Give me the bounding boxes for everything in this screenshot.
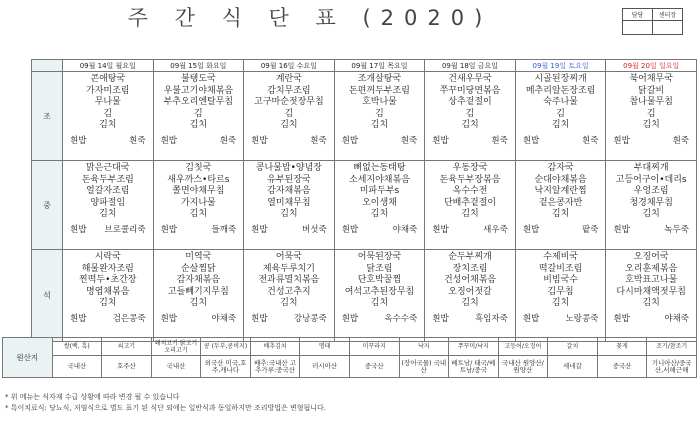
corner-cell: [32, 60, 63, 72]
porridge-label: 옥수수죽: [384, 313, 418, 324]
dish-item: 북어채무국: [629, 74, 673, 84]
porridge-label: 팥죽: [581, 224, 599, 235]
approval-slot: [623, 21, 653, 35]
dish-item: 찐떡두•초간장: [79, 275, 137, 285]
dish-list: [154, 250, 244, 310]
dish-item: 겉은콩자반: [538, 197, 583, 208]
dish-list: [425, 250, 515, 310]
rice-and-porridge: [244, 223, 334, 235]
day-header: 09월 15일 화요일: [153, 60, 244, 72]
porridge-label: 흰죽: [491, 135, 508, 146]
dish-item: 콩나물밥•양념장: [255, 163, 322, 173]
dish-item: 단배추겉절이: [443, 197, 497, 208]
dish-list: [516, 161, 606, 221]
dish-item: 수제비국: [543, 252, 578, 262]
rice-and-porridge: [244, 134, 334, 146]
porridge-label: 검은콩죽: [112, 313, 146, 324]
menu-cell: [153, 250, 244, 342]
meal-label-lunch: 중: [32, 161, 63, 250]
porridge-label: 들깨죽: [211, 224, 237, 235]
dish-item: 김: [284, 108, 294, 119]
dish-list: [425, 161, 515, 221]
dish-item: 호박나물: [362, 97, 397, 107]
breakfast-row: [32, 72, 697, 161]
dish-item: 해물완자조림: [81, 263, 134, 274]
dish-item: 김: [193, 108, 203, 119]
day-header: 09월 17일 목요일: [334, 60, 425, 72]
dish-item: 우동장국: [452, 163, 488, 173]
porridge-label: 흰죽: [219, 135, 237, 146]
menu-cell: [334, 72, 425, 161]
dish-item: 양파절임: [90, 197, 126, 208]
menu-cell: [515, 250, 606, 342]
rice-label: 흰밥: [522, 135, 540, 146]
dish-item: 감자국: [547, 163, 574, 173]
rice-label: 흰밥: [251, 313, 268, 324]
dish-list: [335, 161, 425, 221]
menu-cell: [515, 161, 606, 250]
porridge-label: 흰죽: [672, 135, 689, 146]
rice-label: 흰밥: [70, 224, 87, 235]
dish-item: 건성어채볶음: [443, 275, 497, 285]
rice-label: 흰밥: [341, 135, 359, 146]
menu-cell: [334, 161, 425, 250]
dish-item: 감자채볶음: [267, 186, 311, 196]
dish-item: 다시마채액젓무침: [616, 286, 686, 297]
dish-item: 열미채무침: [267, 197, 311, 208]
dish-item: 김치: [370, 298, 389, 308]
note-line: * 위 메뉴는 식자재 수급 상황에 따라 변경 될 수 있습니다: [5, 393, 180, 401]
dish-item: 오징어젓갈: [448, 286, 492, 297]
dish-list: [606, 250, 696, 310]
day-header-row: [32, 60, 697, 72]
dish-item: 부대찌개: [633, 163, 669, 173]
dish-list: [516, 72, 606, 132]
dish-item: 김치: [551, 209, 570, 219]
dish-item: 조개살탕국: [357, 74, 402, 84]
rice-and-porridge: [154, 134, 244, 146]
dish-item: 감치무조림: [267, 85, 311, 96]
dish-list: [516, 250, 606, 310]
porridge-label: 야채죽: [392, 224, 418, 235]
origin-country: 국내산: [52, 356, 102, 378]
dish-item: 어묵국: [275, 252, 302, 262]
rice-and-porridge: [606, 223, 696, 235]
dish-item: 오이생채: [362, 197, 397, 208]
origin-food: 배추김치: [250, 338, 300, 356]
dish-item: 김치: [551, 298, 570, 308]
dish-item: 김치: [280, 209, 298, 219]
menu-cell: [63, 250, 154, 342]
dish-item: 떡갈비조림: [538, 263, 583, 274]
dish-item: 닭갈비: [638, 85, 665, 96]
origin-label: 원산지: [3, 338, 53, 378]
dinner-row: [32, 250, 697, 342]
dish-item: 명엽채볶음: [86, 286, 130, 297]
dish-item: 김치: [642, 209, 660, 219]
dish-item: 얼갈자조림: [86, 186, 130, 196]
rice-label: 흰밥: [251, 224, 268, 235]
origin-country: 외국산 미국,호주,캐나다: [201, 356, 251, 378]
porridge-label: 야채죽: [211, 313, 237, 324]
origin-food: 쭈꾸미/낙지: [449, 338, 499, 356]
menu-cell: [153, 161, 244, 250]
rice-and-porridge: [244, 312, 334, 324]
approval-box: [622, 8, 683, 35]
origin-food: 쌀(백, 흑): [52, 338, 102, 356]
dish-item: 김치: [370, 120, 389, 130]
rice-label: 흰밥: [160, 224, 177, 235]
rice-and-porridge: [425, 223, 515, 235]
porridge-label: 흰죽: [129, 135, 146, 146]
day-header: 09월 16일 수요일: [244, 60, 335, 72]
origin-country: 기니아산/중국산,서해근해: [647, 356, 697, 378]
porridge-label: 야채죽: [664, 313, 689, 324]
origin-food: 명태: [300, 338, 350, 356]
dish-list: [425, 72, 515, 132]
dish-list: [244, 161, 334, 221]
dish-list: [63, 250, 153, 310]
rice-and-porridge: [335, 223, 425, 235]
rice-and-porridge: [606, 134, 696, 146]
dish-item: 전과류멸치볶음: [258, 275, 320, 285]
dish-item: 김치: [99, 298, 117, 308]
porridge-label: 흰죽: [581, 135, 599, 146]
dish-item: 비빔국수: [543, 275, 578, 285]
dish-item: 뼈없는동태탕: [353, 163, 406, 173]
dish-item: 건성고추지: [267, 286, 311, 297]
origin-country: 러시아산: [300, 356, 350, 378]
origin-country: 중국산: [349, 356, 399, 378]
dish-list: [63, 72, 153, 132]
dish-item: 김치: [461, 120, 479, 130]
porridge-label: 버섯죽: [302, 224, 327, 235]
porridge-label: 브로콜리죽: [104, 224, 146, 235]
porridge-label: 흑임자죽: [474, 313, 508, 324]
dish-item: 감자채볶음: [176, 275, 221, 285]
origin-country: 국내산: [151, 356, 201, 378]
origin-food: 미꾸라지: [349, 338, 399, 356]
dish-item: 돈육두부조림: [81, 174, 134, 185]
dish-item: 가지나물: [180, 197, 216, 208]
menu-cell: [606, 161, 697, 250]
dish-item: 닭조림: [366, 263, 393, 274]
origin-food: 돼지고기 닭고기오리고기: [151, 338, 201, 356]
rice-and-porridge: [63, 134, 153, 146]
dish-item: 고구마순젓장무침: [254, 97, 324, 107]
rice-label: 흰밥: [613, 135, 630, 146]
dish-list: [244, 72, 334, 132]
dish-item: 메추리알돈장조림: [525, 85, 596, 96]
dish-item: 김: [465, 108, 475, 119]
rice-label: 흰밥: [70, 313, 87, 324]
rice-and-porridge: [63, 312, 153, 324]
rice-and-porridge: [335, 134, 425, 146]
origin-country: 세네갈: [548, 356, 598, 378]
dish-item: 김치: [189, 120, 208, 130]
menu-cell: [63, 161, 154, 250]
menu-cell: [425, 250, 516, 342]
dish-item: 김치: [642, 120, 660, 130]
dish-item: 청경채무침: [629, 197, 673, 208]
page-title: 주 간 식 단 표 (2020): [127, 6, 493, 30]
rice-and-porridge: [516, 312, 606, 324]
day-header: 09월 14일 월요일: [63, 60, 154, 72]
origin-food: 고등어/오징어: [498, 338, 548, 356]
porridge-label: 녹두죽: [664, 224, 689, 235]
dish-item: 김치: [551, 120, 570, 130]
origin-country: 중국산: [597, 356, 647, 378]
dish-item: 김치: [280, 120, 298, 130]
dish-item: 시골된장찌개: [534, 74, 587, 84]
dish-list: [154, 161, 244, 221]
porridge-label: 흰죽: [310, 135, 327, 146]
dish-item: 순대야채볶음: [534, 174, 587, 185]
rice-label: 흰밥: [613, 224, 630, 235]
rice-label: 흰밥: [160, 313, 177, 324]
rice-and-porridge: [606, 312, 696, 324]
menu-cell: [153, 72, 244, 161]
menu-cell: [425, 161, 516, 250]
dish-item: 유부된장국: [267, 174, 311, 185]
origin-food: 낙지: [399, 338, 449, 356]
porridge-label: 흰죽: [400, 135, 418, 146]
meal-label-dinner: 석: [32, 250, 63, 342]
porridge-label: 노랑콩죽: [565, 313, 599, 324]
rice-label: 흰밥: [432, 313, 449, 324]
origin-food: 조기/참조기: [647, 338, 697, 356]
dish-item: 상추겉절이: [448, 97, 492, 107]
dish-item: 김: [556, 108, 565, 119]
dish-list: [63, 161, 153, 221]
dish-list: [606, 72, 696, 132]
rice-label: 흰밥: [70, 135, 87, 146]
note-line: * 특이치료식: 당뇨식, 저염식으로 별도 표기 된 식단 외에는 일반식과 동일하지만 조리방법은 변형됩니다.: [5, 404, 327, 412]
rice-label: 흰밥: [251, 135, 268, 146]
dish-item: 제육두루치기: [262, 263, 315, 274]
dish-item: 순살찜닭: [180, 263, 216, 274]
rice-and-porridge: [154, 312, 244, 324]
menu-cell: [606, 250, 697, 342]
rice-and-porridge: [425, 312, 515, 324]
origin-food: 갈치: [548, 338, 598, 356]
approval-slot: [653, 21, 683, 35]
origin-food: 콩 (두부,콩비지): [201, 338, 251, 356]
dish-item: 계란국: [275, 74, 302, 84]
rice-label: 흰밥: [432, 224, 449, 235]
menu-cell: [606, 72, 697, 161]
dish-item: 가자미조림: [86, 85, 130, 96]
origin-country: 배추:국내산 고추가루:중국산: [250, 356, 300, 378]
rice-and-porridge: [516, 134, 606, 146]
day-header-saturday: 09월 19일 토요일: [515, 60, 606, 72]
dish-item: 김: [646, 108, 656, 119]
dish-item: 새우까스•타르s: [167, 174, 230, 185]
porridge-label: 새우죽: [483, 224, 508, 235]
dish-item: 불탱도국: [180, 74, 216, 84]
dish-item: 고들빼기지무침: [167, 286, 229, 297]
dish-item: 김치: [461, 298, 479, 308]
approval-label: 담당: [623, 9, 653, 21]
rice-label: 흰밥: [160, 135, 177, 146]
dish-item: 단호박꿀찜: [357, 275, 402, 285]
origin-country: 호주산: [102, 356, 152, 378]
dish-item: 오리훈제볶음: [625, 263, 678, 274]
meal-label-breakfast: 조: [32, 72, 63, 161]
weekly-menu-table: [31, 59, 697, 342]
origin-country: 베트남/ 태국/베트남/중국: [449, 356, 499, 378]
day-header-sunday: 09월 20일 일요일: [606, 60, 697, 72]
dish-item: 순두부찌개: [448, 252, 492, 262]
dish-item: 시락국: [94, 252, 121, 262]
dish-item: 우불고기야채볶음: [163, 85, 234, 96]
dish-item: 김칫국: [185, 163, 212, 173]
dish-item: 호박표고나물: [625, 275, 678, 285]
dish-list: [244, 250, 334, 310]
dish-item: 소세지야채볶음: [349, 174, 410, 185]
rice-and-porridge: [154, 223, 244, 235]
dish-item: 김치: [189, 209, 208, 219]
dish-item: 김치: [189, 298, 208, 308]
dish-item: 참나물무침: [629, 97, 673, 107]
rice-label: 흰밥: [432, 135, 449, 146]
dish-item: 콘애탕국: [90, 74, 126, 84]
dish-item: 장치조림: [452, 263, 488, 274]
rice-label: 흰밥: [522, 224, 540, 235]
rice-and-porridge: [335, 312, 425, 324]
menu-cell: [515, 72, 606, 161]
origin-food: 쇠고기: [102, 338, 152, 356]
dish-item: 돈편꺼두부조림: [349, 85, 410, 96]
origin-country-row: [3, 356, 697, 378]
dish-item: 쭈꾸미당면볶음: [439, 85, 501, 96]
dish-item: 숙주나물: [543, 97, 578, 107]
dish-item: 무나물: [94, 97, 121, 107]
origin-food: 꽃게: [597, 338, 647, 356]
dish-list: [335, 250, 425, 310]
day-header: 09월 18일 금요일: [425, 60, 516, 72]
rice-and-porridge: [516, 223, 606, 235]
dish-item: 쫄면야채무침: [172, 186, 225, 196]
menu-cell: [425, 72, 516, 161]
dish-item: 고등어구이•데리s: [615, 174, 687, 185]
dish-item: 김치: [461, 209, 479, 219]
dish-item: 낙지알계란찜: [534, 186, 587, 196]
dish-list: [606, 161, 696, 221]
dish-item: 김: [375, 108, 384, 119]
dish-list: [335, 72, 425, 132]
dish-item: 돈육두부장볶음: [439, 174, 501, 185]
dish-item: 건새우무국: [448, 74, 492, 84]
dish-list: [154, 72, 244, 132]
lunch-row: [32, 161, 697, 250]
dish-item: 김치: [370, 209, 389, 219]
dish-item: 김치: [280, 298, 298, 308]
dish-item: 오징어국: [633, 252, 669, 262]
rice-label: 흰밥: [341, 224, 359, 235]
dish-item: 김치: [642, 298, 660, 308]
rice-label: 흰밥: [341, 313, 359, 324]
approval-label: 센터장: [653, 9, 683, 21]
origin-country: 국내산 원양산/원양산: [498, 356, 548, 378]
dish-item: 맑은근대국: [86, 163, 130, 173]
rice-and-porridge: [425, 134, 515, 146]
dish-item: 부추오리엔탈무침: [163, 97, 234, 107]
dish-item: 우엉조림: [633, 186, 669, 196]
dish-item: 김치: [99, 120, 117, 130]
dish-item: 여석고추된장무침: [344, 286, 415, 297]
dish-item: 어묵된장국: [357, 252, 402, 262]
dish-item: 미역국: [185, 252, 212, 262]
rice-and-porridge: [63, 223, 153, 235]
origin-food-row: [3, 338, 697, 356]
notes: [5, 392, 326, 414]
dish-item: 옥수수전: [452, 186, 488, 196]
rice-label: 흰밥: [613, 313, 630, 324]
dish-item: 미파두부s: [359, 186, 400, 196]
origin-country: (장어국물) 국내산: [399, 356, 449, 378]
porridge-label: 강낭콩죽: [293, 313, 327, 324]
origin-table: [2, 337, 697, 378]
dish-item: 김: [103, 108, 113, 119]
menu-cell: [244, 250, 335, 342]
rice-label: 흰밥: [522, 313, 540, 324]
menu-cell: [244, 161, 335, 250]
menu-cell: [334, 250, 425, 342]
menu-cell: [244, 72, 335, 161]
dish-item: 김무침: [547, 286, 574, 297]
menu-cell: [63, 72, 154, 161]
dish-item: 김치: [99, 209, 117, 219]
